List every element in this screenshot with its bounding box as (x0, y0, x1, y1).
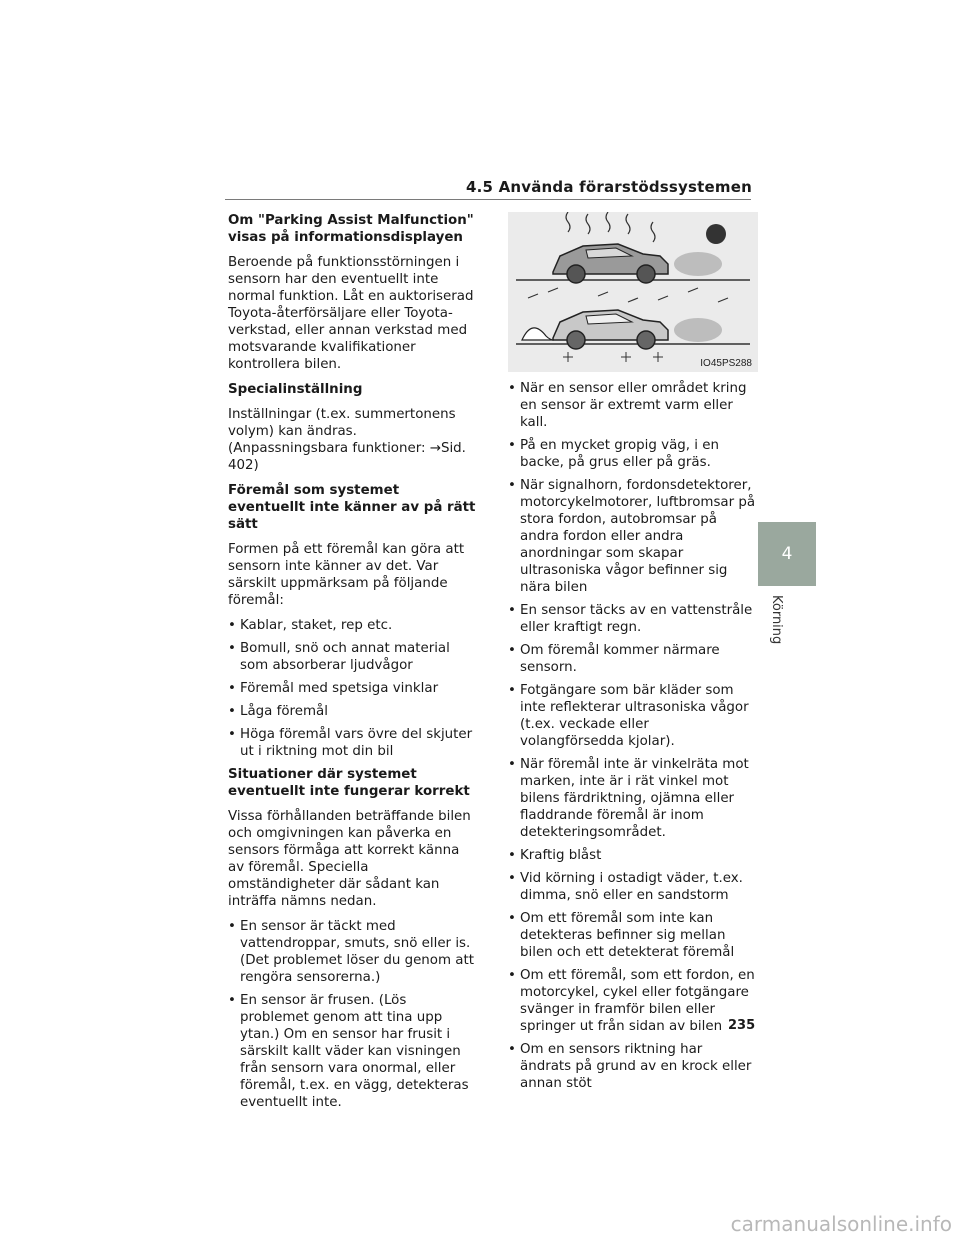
list-item-text: En sensor är frusen. (Lös problemet genom att tina upp ytan.) Om en sensor har frusit i särskilt kallt väder kan visningen från sensorn vara onormal, eller föremål, t.ex. en vägg, detekteras eventuellt inte. (240, 993, 469, 1110)
bullet: • (228, 681, 236, 696)
chapter-tab (758, 522, 816, 586)
situations-list-right (508, 380, 756, 1092)
figure-code: IO45PS288 (700, 358, 752, 369)
bullet: • (508, 968, 516, 983)
bullet: • (228, 993, 236, 1008)
sensor-conditions-illustration (508, 212, 758, 372)
heat-waves-icon (566, 212, 655, 242)
bullet: • (508, 603, 516, 618)
list-item (508, 1041, 756, 1092)
heading-objects-not-detected: Föremål som systemet eventuellt inte känner av på rätt sätt (228, 483, 476, 532)
list-item-text: Om ett föremål som inte kan detekteras befinner sig mellan bilen och ett detekterat föremål (520, 911, 735, 960)
sensor-beam-bottom (674, 318, 722, 342)
paragraph-malfunction: Beroende på funktionsstörningen i sensorn har den eventuellt inte normal funktion. Låt en auktoriserad Toyota-återförsäljare eller Toyota-verkstad, eller annan verkstad med motsvarande kvalifikationer kontrollera bilen. (228, 255, 474, 372)
list-item (508, 437, 756, 471)
list-item (228, 726, 476, 760)
left-column (228, 212, 476, 1117)
bullet: • (508, 757, 516, 772)
list-item-text: Kraftig blåst (520, 848, 602, 863)
heading-malfunction: Om "Parking Assist Malfunction" visas på informationsdisplayen (228, 213, 474, 245)
list-item (508, 870, 756, 904)
list-item-text: Höga föremål vars övre del skjuter ut i riktning mot din bil (240, 727, 473, 759)
bullet: • (228, 641, 236, 656)
situations-list-left (228, 918, 476, 1111)
list-item (228, 992, 476, 1111)
bullet: • (508, 643, 516, 658)
list-item-text: En sensor är täckt med vattendroppar, smuts, snö eller is. (Det problemet löser du genom att rengöra sensorerna.) (240, 919, 474, 985)
list-item (228, 680, 476, 697)
list-item (508, 967, 756, 1035)
bullet: • (228, 919, 236, 934)
list-item (508, 477, 756, 596)
list-item-text: När en sensor eller området kring en sensor är extremt varm eller kall. (520, 381, 747, 430)
list-item (508, 380, 756, 431)
bullet: • (508, 911, 516, 926)
header-divider (225, 199, 751, 200)
list-item (228, 617, 476, 634)
bullet: • (508, 438, 516, 453)
chapter-number: 4 (781, 544, 793, 564)
wheel (567, 331, 585, 349)
bullet: • (508, 848, 516, 863)
list-item (508, 847, 756, 864)
wheel (567, 265, 585, 283)
watermark: carmanualsonline.info (730, 1212, 952, 1236)
list-item-text: Bomull, snö och annat material som absorberar ljudvågor (240, 641, 450, 673)
bullet: • (508, 478, 516, 493)
bullet: • (508, 381, 516, 396)
list-item-text: Vid körning i ostadigt väder, t.ex. dimma, snö eller en sandstorm (520, 871, 743, 903)
list-item-text: Föremål med spetsiga vinklar (240, 681, 439, 696)
bullet: • (228, 704, 236, 719)
bullet: • (508, 1042, 516, 1057)
bullet: • (228, 618, 236, 633)
list-item (508, 910, 756, 961)
list-item-text: Kablar, staket, rep etc. (240, 618, 393, 633)
list-item-text: Fotgängare som bär kläder som inte reflekterar ultrasoniska vågor (t.ex. veckade eller volangförsedda kjolar). (520, 683, 749, 749)
bullet: • (508, 871, 516, 886)
snowfall-icon (528, 288, 728, 302)
objects-list (228, 617, 476, 760)
heading-situations: Situationer där systemet eventuellt inte fungerar korrekt (228, 767, 470, 799)
list-item (508, 602, 756, 636)
list-item-text: När föremål inte är vinkelräta mot marken, inte är i rät vinkel mot bilens färdriktning, ojämna eller fladdrande föremål är inom detekteringsområdet. (520, 757, 749, 840)
bullet: • (228, 727, 236, 742)
list-item (508, 756, 756, 841)
paragraph-situations: Vissa förhållanden beträffande bilen och omgivningen kan påverka en sensors förmåga att korrekt känna av föremål. Speciella omständigheter där sådant kan inträffa nämns nedan. (228, 809, 471, 909)
list-item (228, 703, 476, 720)
list-item-text: Om ett föremål, som ett fordon, en motorcykel, cykel eller fotgängare svänger in framför bilen eller springer ut från sidan av bilen (520, 968, 755, 1034)
list-item-text: Låga föremål (240, 704, 328, 719)
list-item (508, 682, 756, 750)
paragraph-special-setting: Inställningar (t.ex. summertonens volym) kan ändras. (Anpassningsbara funktioner: →Sid. 402) (228, 407, 466, 473)
list-item-text: När signalhorn, fordonsdetektorer, motorcykelmotorer, luftbromsar på stora fordon, autobromsar på andra fordon eller andra anordningar som skapar ultrasoniska vågor befinner sig nära bilen (520, 478, 756, 595)
list-item (228, 640, 476, 674)
wheel (637, 331, 655, 349)
section-title: 4.5 Använda förarstödssystemen (465, 178, 752, 196)
list-item (508, 642, 756, 676)
list-item-text: På en mycket gropig väg, i en backe, på grus eller på gräs. (520, 438, 719, 470)
right-column (508, 380, 756, 1098)
chapter-label: Körning (769, 595, 784, 645)
page-number: 235 (728, 1018, 756, 1033)
wheel (637, 265, 655, 283)
paragraph-objects-not-detected: Formen på ett föremål kan göra att sensorn inte känner av det. Var särskilt uppmärksam på följande föremål: (228, 542, 465, 608)
list-item (228, 918, 476, 986)
illustration-svg (508, 212, 758, 372)
list-item-text: Om föremål kommer närmare sensorn. (520, 643, 720, 675)
sensor-beam-top (674, 252, 722, 276)
ice-sparkle-icon (563, 352, 663, 362)
sun-icon (706, 224, 726, 244)
bullet: • (508, 683, 516, 698)
list-item-text: Om en sensors riktning har ändrats på grund av en krock eller annan stöt (520, 1042, 752, 1091)
list-item-text: En sensor täcks av en vattenstråle eller kraftigt regn. (520, 603, 753, 635)
heading-special-setting: Specialinställning (228, 382, 363, 397)
snow-pile-icon (522, 328, 554, 340)
